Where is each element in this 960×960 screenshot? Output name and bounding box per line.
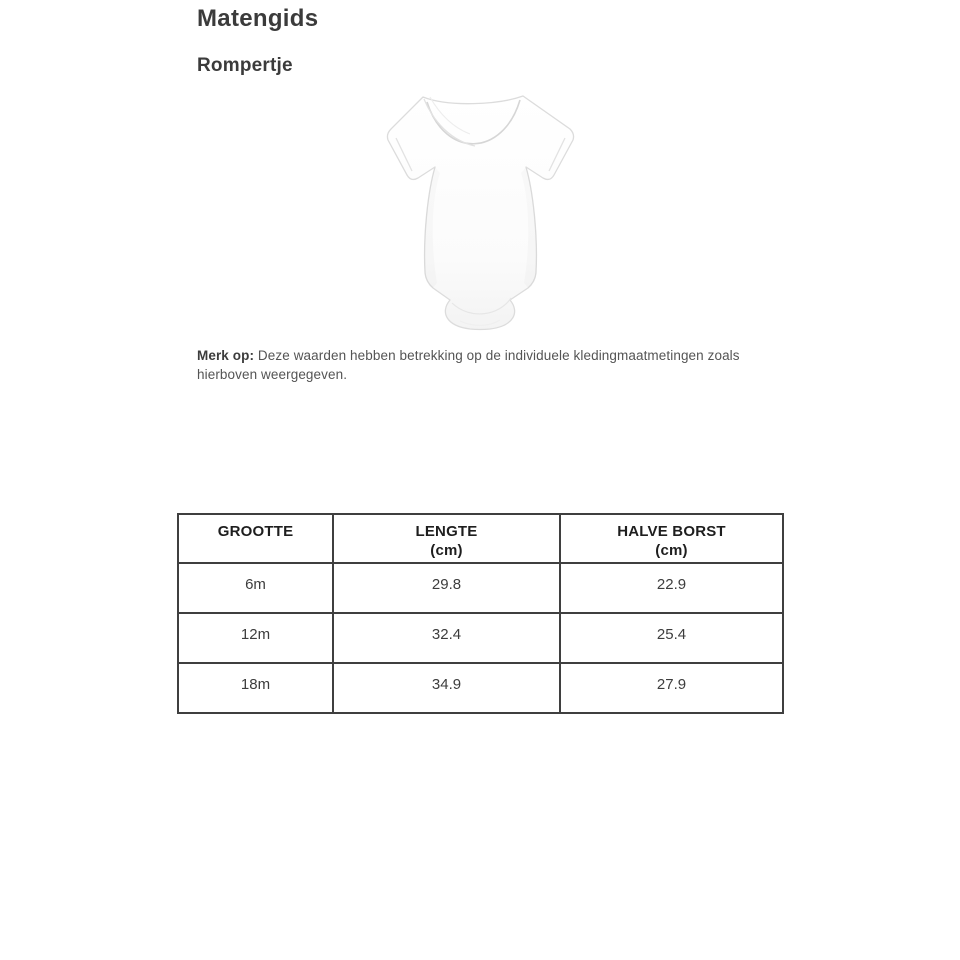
- table-header-row: [178, 514, 783, 563]
- column-header-grootte: [178, 514, 333, 563]
- cell-halve-borst: 22.9: [560, 563, 783, 613]
- cell-halve-borst: 27.9: [560, 663, 783, 713]
- size-table: [177, 513, 784, 714]
- cell-lengte: 34.9: [333, 663, 560, 713]
- measurement-note: [197, 346, 742, 384]
- product-image-bodysuit: [362, 87, 598, 335]
- cell-size: 18m: [178, 663, 333, 713]
- column-label: GROOTTE: [217, 523, 294, 540]
- cell-size: 6m: [178, 563, 333, 613]
- page-title: Matengids: [197, 5, 319, 32]
- cell-halve-borst: 25.4: [560, 613, 783, 663]
- product-name: Rompertje: [197, 55, 293, 76]
- column-unit: (cm): [655, 541, 688, 559]
- note-label: Merk op:: [197, 348, 255, 363]
- note-text: Deze waarden hebben betrekking op de individuele kledingmaatmetingen zoals hierboven weergegeven.: [197, 348, 740, 383]
- baby-bodysuit-icon: [362, 87, 598, 335]
- cell-size: 12m: [178, 613, 333, 663]
- table-row: [178, 563, 783, 613]
- column-unit: (cm): [430, 541, 463, 559]
- table-row: [178, 613, 783, 663]
- table-row: [178, 663, 783, 713]
- cell-lengte: 29.8: [333, 563, 560, 613]
- cell-lengte: 32.4: [333, 613, 560, 663]
- column-label: LENGTE: [415, 523, 478, 540]
- column-header-lengte: [333, 514, 560, 563]
- column-label: HALVE BORST: [617, 523, 726, 540]
- column-header-halve-borst: [560, 514, 783, 563]
